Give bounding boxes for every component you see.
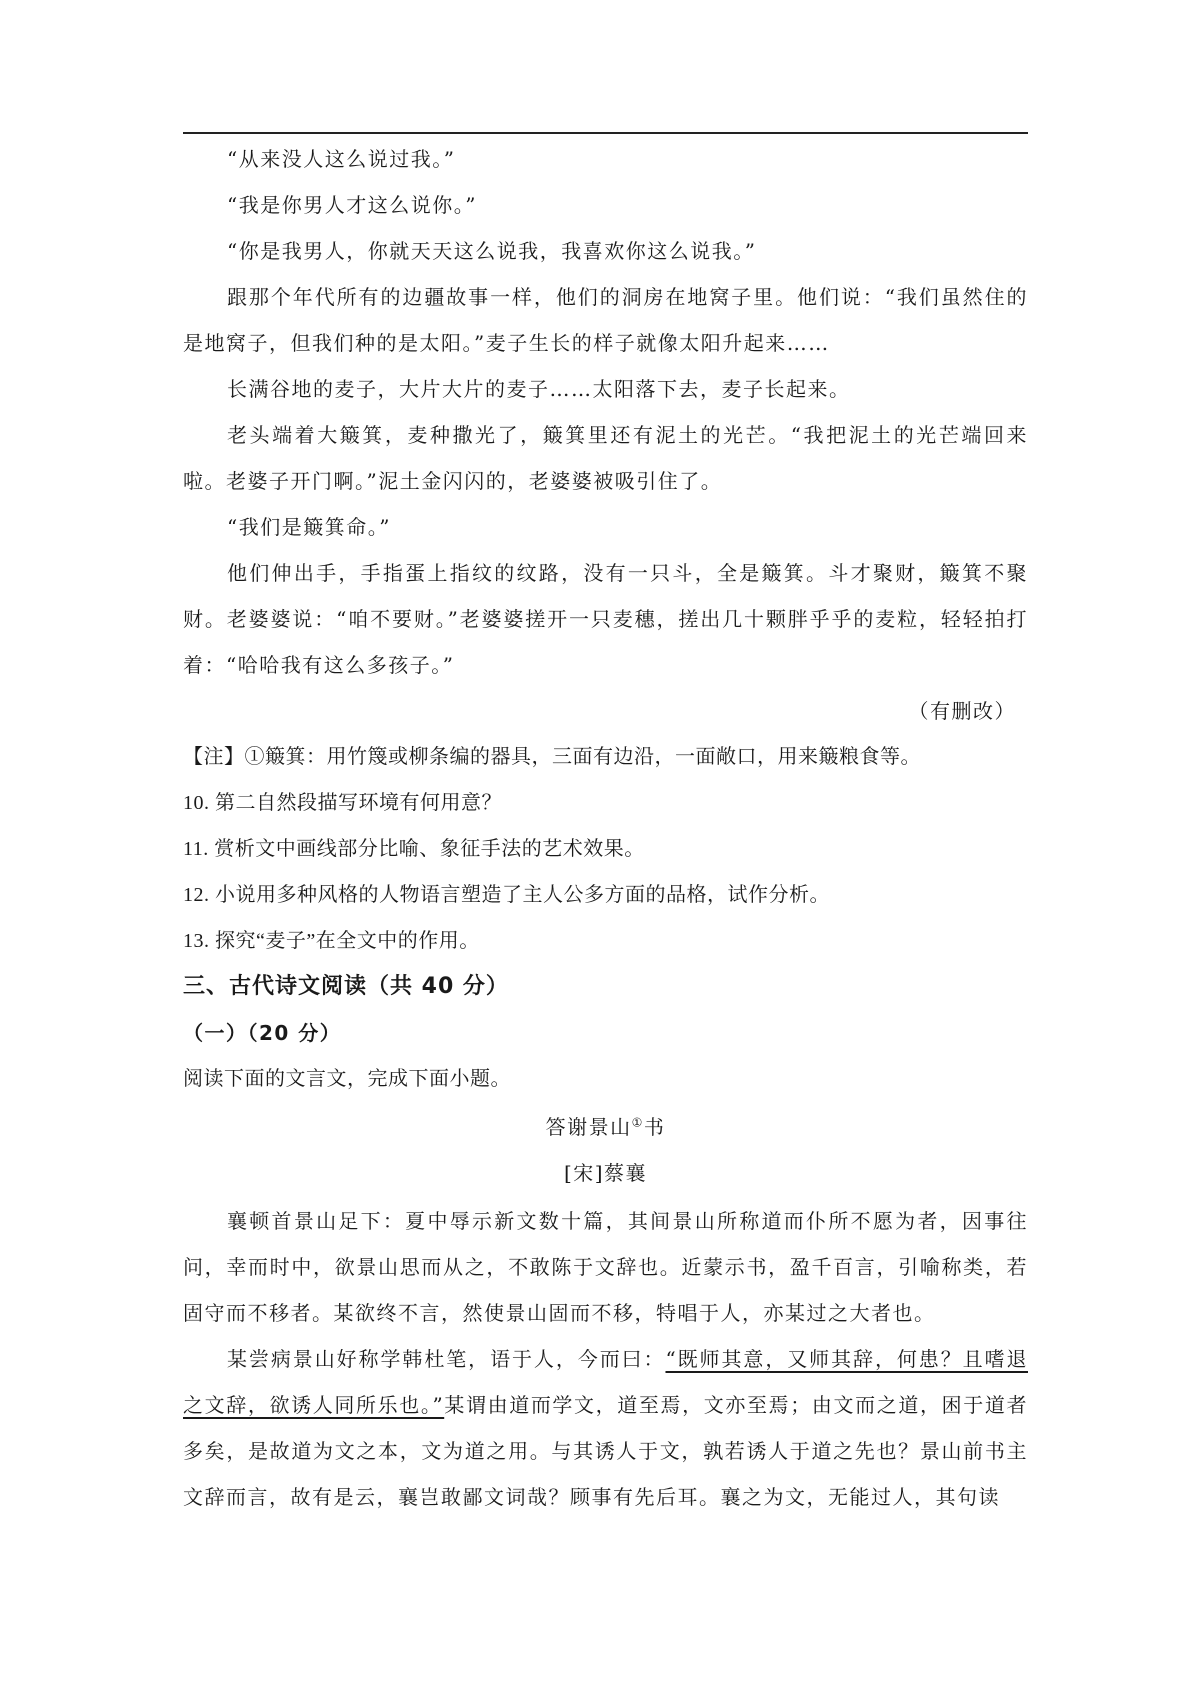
underlined-passage: “既师其意，又师其辞，何患？且嗜退之文辞，欲诱人同所乐也。” — [183, 1347, 1028, 1417]
question-12: 12. 小说用多种风格的人物语言塑造了主人公多方面的品格，试作分析。 — [183, 884, 830, 906]
section-instruction: 阅读下面的文言文，完成下面小题。 — [183, 1068, 511, 1090]
story-paragraph-8: 他们伸出手，手指蛋上指纹的纹路，没有一只斗，全是簸箕。斗才聚财，簸箕不聚财。老婆婆说：“咱不要财。”老婆婆搓开一只麦穗，搓出几十颗胖乎乎的麦粒，轻轻拍打着：“哈哈我有这么多孩子。” — [183, 561, 1028, 677]
question-13: 13. 探究“麦子”在全文中的作用。 — [183, 930, 480, 952]
question-10: 10. 第二自然段描写环境有何用意？ — [183, 792, 502, 814]
classical-p2-before: 某尝病景山好称学韩杜笔，语于人，今而曰： — [227, 1347, 666, 1371]
classical-author: [宋]蔡襄 — [563, 1161, 648, 1185]
header-rule — [183, 132, 1028, 134]
document-page — [183, 0, 1028, 1698]
story-paragraph-3: “你是我男人，你就天天这么说我，我喜欢你这么说我。” — [227, 239, 757, 263]
story-paragraph-6: 老头端着大簸箕，麦种撒光了，簸箕里还有泥土的光芒。“我把泥土的光芒端回来啦。老婆子开门啊。”泥土金闪闪的，老婆婆被吸引住了。 — [183, 423, 1028, 493]
story-paragraph-2: “我是你男人才这么说你。” — [227, 193, 477, 217]
story-paragraph-4: 跟那个年代所有的边疆故事一样，他们的洞房在地窝子里。他们说：“我们虽然住的是地窝子，但我们种的是太阳。”麦子生长的样子就像太阳升起来…… — [183, 285, 1028, 355]
classical-title-end: 书 — [643, 1115, 666, 1139]
story-paragraph-7: “我们是簸箕命。” — [227, 515, 391, 539]
question-11: 11. 赏析文中画线部分比喻、象征手法的艺术效果。 — [183, 838, 645, 860]
classical-paragraph-1: 襄顿首景山足下：夏中辱示新文数十篇，其间景山所称道而仆所不愿为者，因事往问，幸而时中，欲景山思而从之，不敢陈于文辞也。近蒙示书，盈千百言，引喻称类，若固守而不移者。某欲终不言，然使景山固而不移，特唱于人，亦某过之大者也。 — [183, 1209, 1028, 1325]
classical-title-main: 答谢景山 — [545, 1115, 632, 1139]
annotation: 【注】①簸箕：用竹篾或柳条编的器具，三面有边沿，一面敞口，用来簸粮食等。 — [183, 746, 921, 768]
story-paragraph-1: “从来没人这么说过我。” — [227, 147, 456, 171]
classical-p2-after: 某谓由道而学文，道至焉，文亦至焉；由文而之道，困于道者多矣，是故道为文之本，文为道之用。与其诱人于文，孰若诱人于道之先也？景山前书主文辞而言，故有是云，襄岂敢鄙文词哉？顾事有先后耳。襄之为文，无能过人，其句读 — [183, 1393, 1029, 1509]
section-title: 三、古代诗文阅读（共 40 分） — [183, 974, 509, 999]
source-note: （有删改） — [908, 699, 1016, 723]
classical-title-note-mark: ① — [631, 1115, 644, 1130]
story-paragraph-5: 长满谷地的麦子，大片大片的麦子……太阳落下去，麦子长起来。 — [227, 377, 851, 401]
section-subtitle: （一）（20 分） — [183, 1021, 342, 1045]
classical-paragraph-2 — [183, 1336, 1028, 1520]
classical-title — [183, 1104, 1028, 1150]
